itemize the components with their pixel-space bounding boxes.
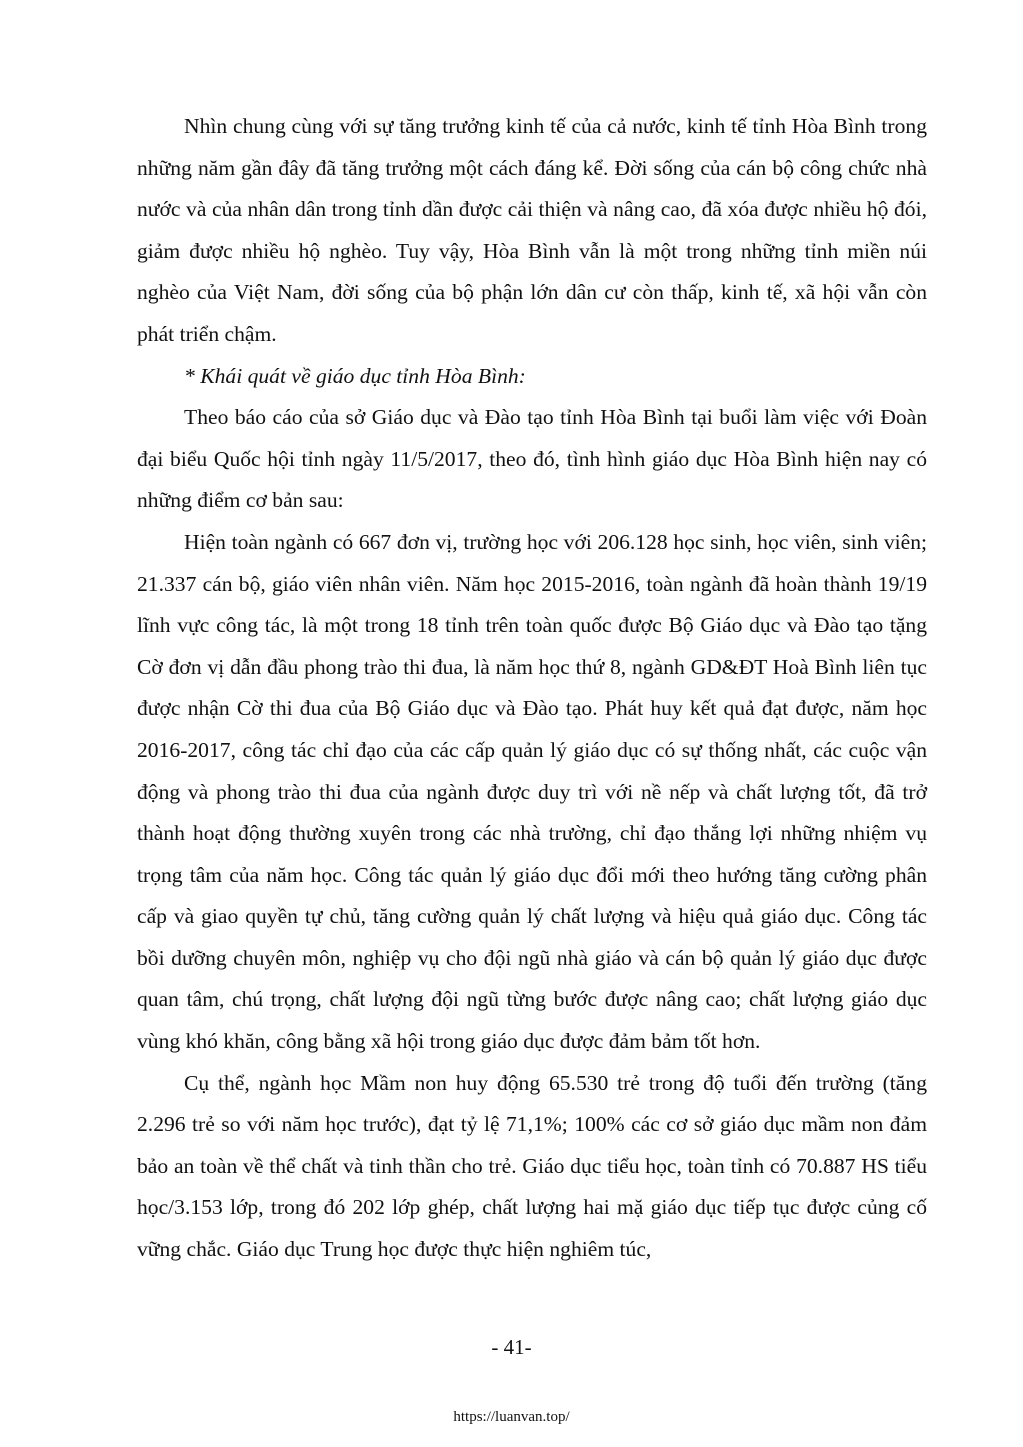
- paragraph-economy-summary: Nhìn chung cùng với sự tăng trưởng kinh tế của cả nước, kinh tế tỉnh Hòa Bình trong những năm gần đây đã tăng trưởng một cách đáng kể. Đời sống của cán bộ công chức nhà nước và của nhân dân trong tỉnh dần được cải thiện và nâng cao, đã xóa được nhiều hộ đói, giảm được nhiều hộ nghèo. Tuy vậy, Hòa Bình vẫn là một trong những tỉnh miền núi nghèo của Việt Nam, đời sống của bộ phận lớn dân cư còn thấp, kinh tế, xã hội vẫn còn phát triển chậm.: [137, 114, 927, 346]
- paragraph-education-details: Cụ thể, ngành học Mầm non huy động 65.530 trẻ trong độ tuổi đến trường (tăng 2.296 trẻ so với năm học trước), đạt tỷ lệ 71,1%; 100% các cơ sở giáo dục mầm non đảm bảo an toàn về thể chất và tinh thần cho trẻ. Giáo dục tiểu học, toàn tỉnh có 70.887 HS tiểu học/3.153 lớp, trong đó 202 lớp ghép, chất lượng hai mặ giáo dục tiếp tục được củng cố vững chắc. Giáo dục Trung học được thực hiện nghiêm túc,: [137, 1070, 927, 1262]
- paragraph-education-statistics: Hiện toàn ngành có 667 đơn vị, trường học với 206.128 học sinh, học viên, sinh viên; 21.337 cán bộ, giáo viên nhân viên. Năm học 2015-2016, toàn ngành đã hoàn thành 19/19 lĩnh vực công tác, là một trong 18 tỉnh trên toàn quốc được Bộ Giáo dục và Đào tạo tặng Cờ đơn vị dẫn đầu phong trào thi đua, là năm học thứ 8, ngành GD&ĐT Hoà Bình liên tục được nhận Cờ thi đua của Bộ Giáo dục và Đào tạo. Phát huy kết quả đạt được, năm học 2016-2017, công tác chỉ đạo của các cấp quản lý giáo dục có sự thống nhất, các cuộc vận động và phong trào thi đua của ngành được duy trì với nề nếp và chất lượng tốt, đã trở thành hoạt động thường xuyên trong các nhà trường, chỉ đạo thắng lợi những nhiệm vụ trọng tâm của năm học. Công tác quản lý giáo dục đổi mới theo hướng tăng cường phân cấp và giao quyền tự chủ, tăng cường quản lý chất lượng và hiệu quả giáo dục. Công tác bồi dưỡng chuyên môn, nghiệp vụ cho đội ngũ nhà giáo và cán bộ quản lý giáo dục được quan tâm, chú trọng, chất lượng đội ngũ từng bước được nâng cao; chất lượng giáo dục vùng khó khăn, công bằng xã hội trong giáo dục được đảm bảm tốt hơn.: [137, 529, 927, 1054]
- page-number: - 41-: [491, 1335, 532, 1359]
- footer-url: https://luanvan.top/: [453, 1409, 570, 1425]
- document-body: [137, 106, 927, 1271]
- section-heading-education-overview: * Khái quát về giáo dục tỉnh Hòa Bình:: [184, 363, 526, 388]
- paragraph-report-intro: Theo báo cáo của sở Giáo dục và Đào tạo tỉnh Hòa Bình tại buổi làm việc với Đoàn đại biểu Quốc hội tỉnh ngày 11/5/2017, theo đó, tình hình giáo dục Hòa Bình hiện nay có những điểm cơ bản sau:: [137, 405, 927, 513]
